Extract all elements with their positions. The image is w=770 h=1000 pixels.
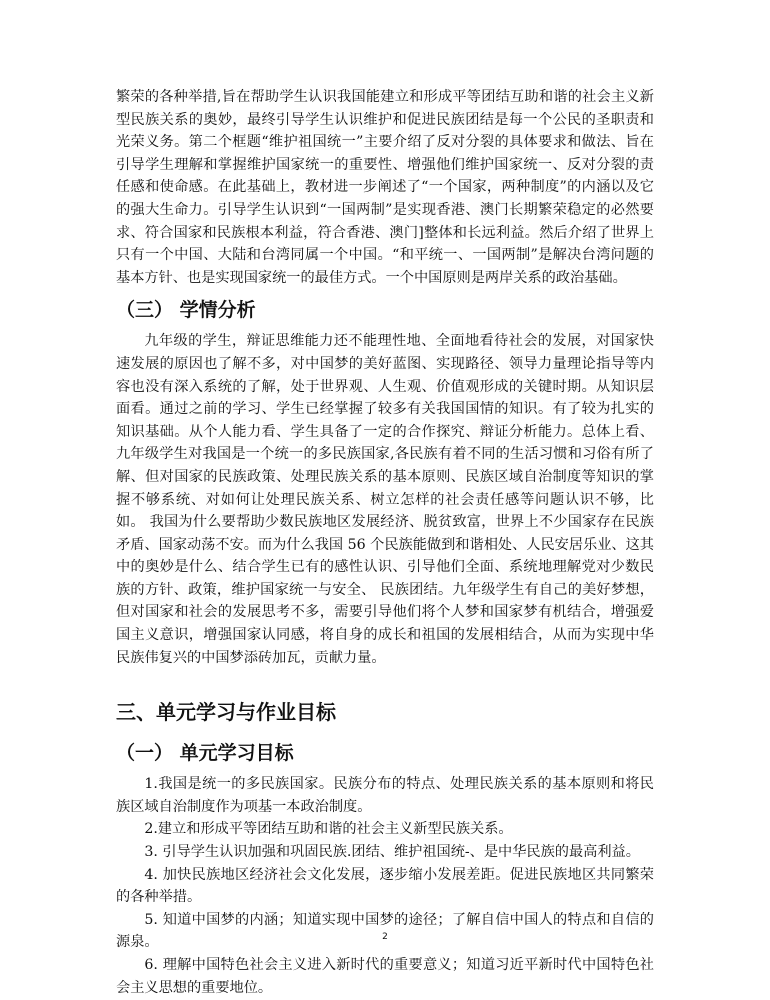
objective-item: 3. 引导学生认识加强和巩固民族.团结、维护祖国统-、是中华民族的最高利益。 — [144, 844, 640, 861]
objective-item: 2.建立和形成平等团结互助和谐的社会主义新型民族关系。 — [144, 821, 513, 838]
document-page — [116, 86, 654, 999]
objective-item: 4. 加快民族地区经济社会文化发展，逐步缩小发展差距。促进民族地区共同繁荣的各种举措。 — [116, 866, 654, 906]
objective-item: 1.我国是统一的多民族国家。民族分布的特点、处理民族关系的基本原则和将民族区域自治制度作为项基一本政治制度。 — [116, 776, 654, 815]
page-number: 2 — [382, 932, 388, 942]
objective-item: 6. 理解中国特色社会主义进入新时代的重要意义；知道习近平新时代中国特色社会主义思想的重要地位。 — [116, 957, 654, 996]
section-heading-learner-analysis: （三） 学情分析 — [116, 299, 256, 322]
objectives-list — [116, 773, 654, 999]
objective-item: 5. 知道中国梦的内涵；知道实现中国梦的途径；了解自信中国人的特点和自信的源泉。 — [116, 911, 654, 951]
intro-paragraph: 繁荣的各种举措,旨在帮助学生认识我国能建立和形成平等团结互助和谐的社会主义新型民族关系的奥妙，最终引导学生认识维护和促进民族团结是每一个公民的圣职责和光荣义务。第二个框题“维护祖国统一”主要介绍了反对分裂的具体要求和做法、旨在引导学生理解和掌握维护国家统一的重要性、增强他们维护国家统一、反对分裂的责任感和使命感。在此基础上，教材进一步阐述了“一个国家，两种制度”的内涵以及它的强大生命力。引导学生认识到“一国两制”是实现香港、澳门长期繁荣稳定的必然要求、符合国家和民族根本利益，符合香港、澳门]整体和长远利益。然后介绍了世界上只有一个中国、大陆和台湾同属一个中国。“和平统一、一国两制”是解决台湾问题的基本方针、也是实现国家统一的最佳方式。一个中国原则是两岸关系的政治基础。 — [116, 89, 654, 286]
section-heading-unit-objectives: （一） 单元学习目标 — [116, 742, 294, 765]
learner-analysis-paragraph: 九年级的学生，辩证思维能力还不能理性地、全面地看待社会的发展，对国家快速发展的原因也了解不多，对中国梦的美好蓝图、实现路径、领导力量理论指导等内容也没有深入系统的了解，处于世界观、人生观、价值观形成的关键时期。从知识层面看。通过之前的学习、学生已经掌握了较多有关我国国情的知识。有了较为扎实的知识基础。从个人能力看、学生具备了一定的合作探究、辩证分析能力。总体上看、九年级学生对我国是一个统一的多民族国家,各民族有着不同的生活习惯和习俗有所了解、但对国家的民族政策、处理民族关系的基本原则、民族区域自治制度等知识的掌握不够系统、对如何让处理民族关系、树立怎样的社会责任感等问题认识不够，比如。 我国为什么要帮助少数民族地区发展经济、脱贫致富，世界上不少国家存在民族矛盾、国家动荡不安。而为什么我国 56 个民族能做到和谐相处、人民安居乐业、这其中的奥妙是什么、结合学生已有的感性认识、引导他们全面、系统地理解党对少数民族的方针、政策，维护国家统一与安全、 民族团结。九年级学生有自己的美好梦想，但对国家和社会的发展思考不多，需要引导他们将个人梦和国家梦有机结合，增强爱国主义意识，增强国家认同感，将自身的成长和祖国的发展相结合，从而为实现中华民族伟复兴的中国梦添砖加瓦，贡献力量。 — [116, 333, 654, 666]
chapter-heading-unit-goals: 三、单元学习与作业目标 — [116, 700, 336, 725]
